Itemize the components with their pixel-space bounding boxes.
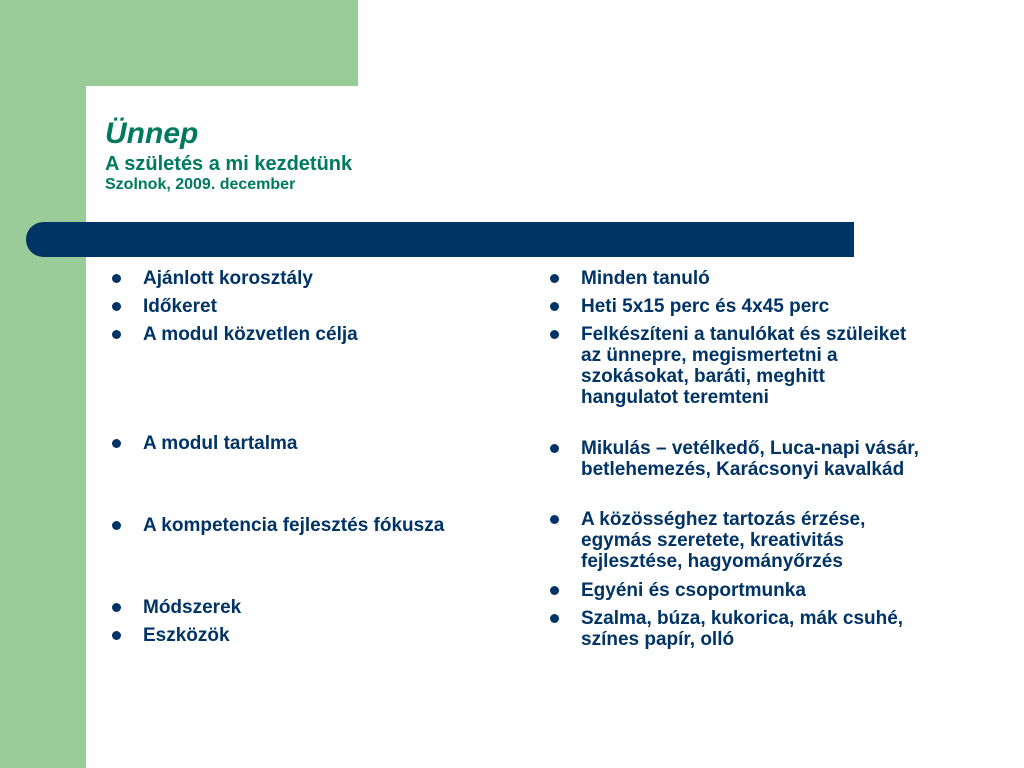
bullet-icon	[550, 515, 559, 524]
list-item: Ajánlott korosztály	[143, 268, 523, 289]
list-item: Szalma, búza, kukorica, mák csuhé, színes papír, olló	[581, 608, 911, 650]
slide-title: Ünnep	[105, 117, 199, 150]
list-item: Felkészíteni a tanulókat és szüleiket az ünnepre, megismertetni a szokásokat, baráti, meghitt hangulatot teremteni	[581, 324, 911, 408]
title-block	[105, 118, 352, 194]
list-item: A kompetencia fejlesztés fókusza	[143, 515, 523, 536]
bullet-icon	[112, 302, 121, 311]
divider-bar-end	[847, 222, 853, 257]
top-green-block	[0, 0, 358, 86]
list-item: Minden tanuló	[581, 268, 961, 289]
bullet-icon	[550, 330, 559, 339]
bullet-icon	[112, 330, 121, 339]
bullet-icon	[550, 614, 559, 623]
list-item: A modul tartalma	[143, 433, 523, 454]
bullet-icon	[112, 439, 121, 448]
bullet-icon	[112, 631, 121, 640]
bullet-icon	[550, 302, 559, 311]
bullet-icon	[112, 521, 121, 530]
bullet-icon	[550, 444, 559, 453]
list-item: A közösséghez tartozás érzése, egymás szeretete, kreativitás fejlesztése, hagyományőrzés	[581, 509, 941, 572]
list-item: Egyéni és csoportmunka	[581, 580, 961, 601]
list-item: Időkeret	[143, 296, 523, 317]
header-divider-bar	[26, 222, 854, 257]
bullet-icon	[550, 586, 559, 595]
bullet-icon	[112, 603, 121, 612]
bullet-icon	[112, 274, 121, 283]
list-item: Eszközök	[143, 625, 523, 646]
list-item: Módszerek	[143, 597, 523, 618]
slide-subtitle: A születés a mi kezdetünk	[105, 153, 353, 175]
list-item: Heti 5x15 perc és 4x45 perc	[581, 296, 961, 317]
slide-place-date: Szolnok, 2009. december	[105, 176, 296, 193]
list-item: Mikulás – vetélkedő, Luca-napi vásár, betlehemezés, Karácsonyi kavalkád	[581, 438, 951, 480]
bullet-icon	[550, 274, 559, 283]
list-item: A modul közvetlen célja	[143, 324, 523, 345]
left-green-band	[0, 0, 86, 768]
